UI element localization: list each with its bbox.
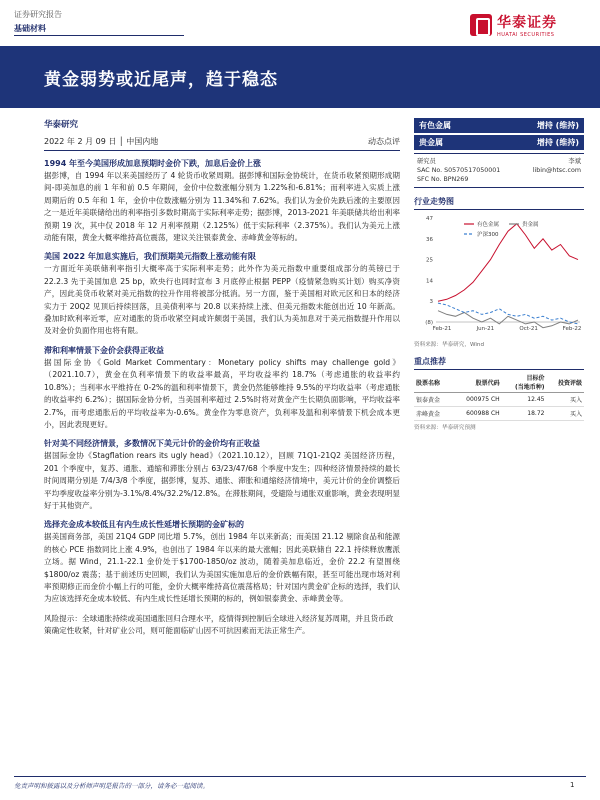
section-body: 据国际金协《Stagflation rears its ugly head》（2021.10.12），回顾 71Q1-21Q2 美国经济历程，201 个季度中，复苏、通胀、通缩和滞胀分别占 63/23/47/68 个季度中发生；四种经济情景持续的最长时间周期分别是 7/4/3/8 个季度，据彭博，复苏、通胀、滞胀和通缩经济情境中，美元计价的金价调整后平均季度收益率分别为-3.1%/8.4%/32.2%/12.8%。在滞胀期间，受避险与通胀双重影响，黄金表现明显好于其他资产。 <box>44 451 400 510</box>
research-tag: 华泰研究 <box>44 120 79 130</box>
main-column <box>44 118 400 638</box>
analyst-name: 李斌 <box>568 158 581 165</box>
y-tick-label: 36 <box>426 236 433 243</box>
section-heading: 针对美不同经济情景，多数情况下美元计价的金价均有正收益 <box>44 439 260 449</box>
analyst-sfc: SFC No. BPN269 <box>417 176 469 183</box>
y-tick-label: (8) <box>425 320 433 326</box>
report-kind: 动态点评 <box>368 137 400 146</box>
col-header: 股票代码 <box>451 372 501 393</box>
col-header: 目标价 (当地币种) <box>502 372 547 393</box>
trend-chart <box>414 210 584 338</box>
disclaimer-text: 免责声明和披露以及分析师声明是报告的一部分，请务必一起阅读。 <box>14 782 209 790</box>
rating: 买入 <box>546 393 584 407</box>
analyst-email[interactable]: libin@htsc.com <box>532 167 581 174</box>
section-heading: 美国 2022 年加息实施后，我们预期美元指数上涨动能有限 <box>44 252 256 262</box>
col-header: 投资评级 <box>546 372 584 393</box>
doc-type-label: 证券研究报告 <box>14 10 62 19</box>
legend-label: 贵金属 <box>522 222 539 228</box>
date-line <box>44 136 400 151</box>
logo-name-en: HUATAI SECURITIES <box>497 32 555 38</box>
table-header-row <box>414 372 584 393</box>
section-5 <box>44 519 400 605</box>
table-row <box>414 393 584 407</box>
rating-row <box>414 135 584 150</box>
x-tick-label: Feb-21 <box>432 326 452 332</box>
stock-code: 600988 CH <box>451 407 501 421</box>
sector-divider <box>14 35 184 36</box>
company-logo <box>470 12 557 38</box>
rating: 买入 <box>546 407 584 421</box>
rating-sector: 贵金属 <box>419 138 443 147</box>
x-tick-label: Jun-21 <box>476 326 495 332</box>
rating-value: 增持 (维持) <box>536 121 579 130</box>
y-tick-label: 25 <box>426 257 433 264</box>
target-price: 12.45 <box>502 393 547 407</box>
stock-name: 银泰黄金 <box>414 393 451 407</box>
risk-warning: 风险提示：全球通胀持续或美国通胀回归合理水平，疫情得到控制后全球进入经济复苏周期，并且货币政策确定性收紧，针对矿业公司，则可能面临矿山因不可抗因素而无法正常生产。 <box>44 613 394 636</box>
legend-label: 沪深300 <box>477 232 499 238</box>
analyst-sac: SAC No. S0570517050001 <box>417 167 501 174</box>
page-number: 1 <box>570 781 575 789</box>
col-header: 股票名称 <box>414 372 451 393</box>
recommend-title: 重点推荐 <box>414 356 584 370</box>
section-heading: 滞和利率情景下金价会获得正收益 <box>44 345 164 355</box>
section-body: 据国际金协《Gold Market Commentary：Monetary policy shifts may challenge gold》（2021.10.7），黄金在负利率情景下的收益率最高，平均收益率约 18.7%（考虑通胀的收益率约 10.8%）；当利率水平维持在 0-2%的温和利率情景下，黄金仍然能够维持 9.5%的平均收益率（考虑通胀的收益率约 6.2%）；据国际金协分析，当美国利率超过 2.5%时将对黄金产生长期负面影响，平均收益率 2.7%，而考虑通胀后的平均收益率为-0.6%。黄金作为零息资产，负利率及温和利率情景下机会成本更小，因此表现更好。 <box>44 357 400 429</box>
x-tick-label: Feb-22 <box>562 326 582 332</box>
analyst-role: 研究员 <box>417 158 436 165</box>
series-line-3 <box>438 303 578 324</box>
section-3 <box>44 345 400 431</box>
target-price: 18.72 <box>502 407 547 421</box>
section-4 <box>44 438 400 512</box>
logo-name-cn: 华泰证券 <box>497 15 557 31</box>
section-body: 据彭博，自 1994 年以来美国经历了 4 轮货币收紧周期。据彭博和国际金协统计，在货币收紧预期形成期间-即美加息的前 1 年和前 0.5 年期间，金价中位数涨幅分别为 1.22%和-6.81%；而利率进入实质上涨周期后的 0.5 年和 1 年，金价中位数涨幅分别为 11.34%和 7.62%。我们认为金价先跌后涨的主要原因之一是近年美联储给出的利率指引多数时期高于实际利率走势；据彭博，2013-2021 年美联储共给出利率预期 19 次，其中仅 2018 年 12 月利率预期（2.125%）低于实际利率（2.375%）。我们认为美元上涨动能有限，黄金大概率维持高位震荡，建议关注银泰黄金、赤峰黄金等标的。 <box>44 171 400 243</box>
section-heading: 1994 年至今美国形成加息预期时金价下跌，加息后金价上涨 <box>44 159 262 168</box>
rating-value: 增持 (维持) <box>536 138 579 147</box>
report-date: 2022 年 2 月 09 日 │ 中国内地 <box>44 137 159 146</box>
sidebar <box>414 118 584 431</box>
section-1 <box>44 158 400 244</box>
section-body: 据美国商务部，美国 21Q4 GDP 同比增 5.7%，创出 1984 年以来新高；而美国 21.12 剔除食品和能源的核心 PCE 指数同比上涨 4.9%，也创出了 1984 年以来的最大涨幅；因此美联储自 22.1 持续释放鹰派立场。据 Wind，21.1-22.1 金价处于$1700-1850/oz 波动，随着美加息临近，金价 22.2 有望围绕$1800/oz 震荡；基于前述历史回顾，我们认为美国实施加息后的金价跌幅有限，甚至可能出现市场对利率预期修正而金价小幅上行的可能，金价大概率维持高位震荡格局；针对国内黄金矿企标的选择，我们认为应该选择充金成本较低、有内生成长性延增长预期的标的，例如银泰黄金、赤峰黄金等。 <box>44 532 400 604</box>
trend-title: 行业走势图 <box>414 196 584 210</box>
y-tick-label: 47 <box>426 216 433 222</box>
legend-label: 有色金属 <box>477 222 500 228</box>
y-tick-label: 3 <box>429 299 433 306</box>
analyst-box <box>414 153 584 188</box>
stock-name: 赤峰黄金 <box>414 407 451 421</box>
rating-sector: 有色金属 <box>419 121 451 130</box>
title-banner <box>0 46 600 108</box>
section-body: 一方面近年美联储利率指引大概率高于实际利率走势；此外作为美元指数中重要组成部分的英镑已于 22.2.3 先于美国加息 25 bp，欧央行也同时宣布 3 月底停止根据 PEPP（疫情紧急购买计划）购买净资产，因此美货币收紧对美元指数的拉升作用将被部分抵消。另一方面，鉴于美国相对欧元区和日本的经济实力于 20Q2 见顶后持续回落，且美债利率与 20.8 以来持续上涨、但美元指数未能创出近 10 年新高。叠加时欧利率近零，应对通胀的货币收紧空间或许颇弱于美国，我们认为美加息对于美元指数提升作用以及对金价负面作用也将有限。 <box>44 264 400 336</box>
sector-tag: 基础材料 <box>14 24 46 33</box>
report-title: 黄金弱势或近尾声，趋于稳态 <box>44 70 278 90</box>
rating-row <box>414 118 584 133</box>
section-2 <box>44 251 400 337</box>
recommend-table <box>414 372 584 421</box>
table-row <box>414 407 584 421</box>
logo-mark-icon <box>470 14 492 36</box>
recommend-source: 资料来源：华泰研究预测 <box>414 425 476 431</box>
stock-code: 000975 CH <box>451 393 501 407</box>
trend-chart-svg <box>414 210 584 338</box>
footer-divider <box>14 776 586 777</box>
x-tick-label: Oct-21 <box>519 326 538 332</box>
series-line-1 <box>438 224 578 302</box>
y-tick-label: 14 <box>426 278 433 285</box>
trend-source: 资料来源：华泰研究，Wind <box>414 342 484 348</box>
section-heading: 选择充金成本较低且有内生成长性延增长预期的金矿标的 <box>44 520 244 530</box>
